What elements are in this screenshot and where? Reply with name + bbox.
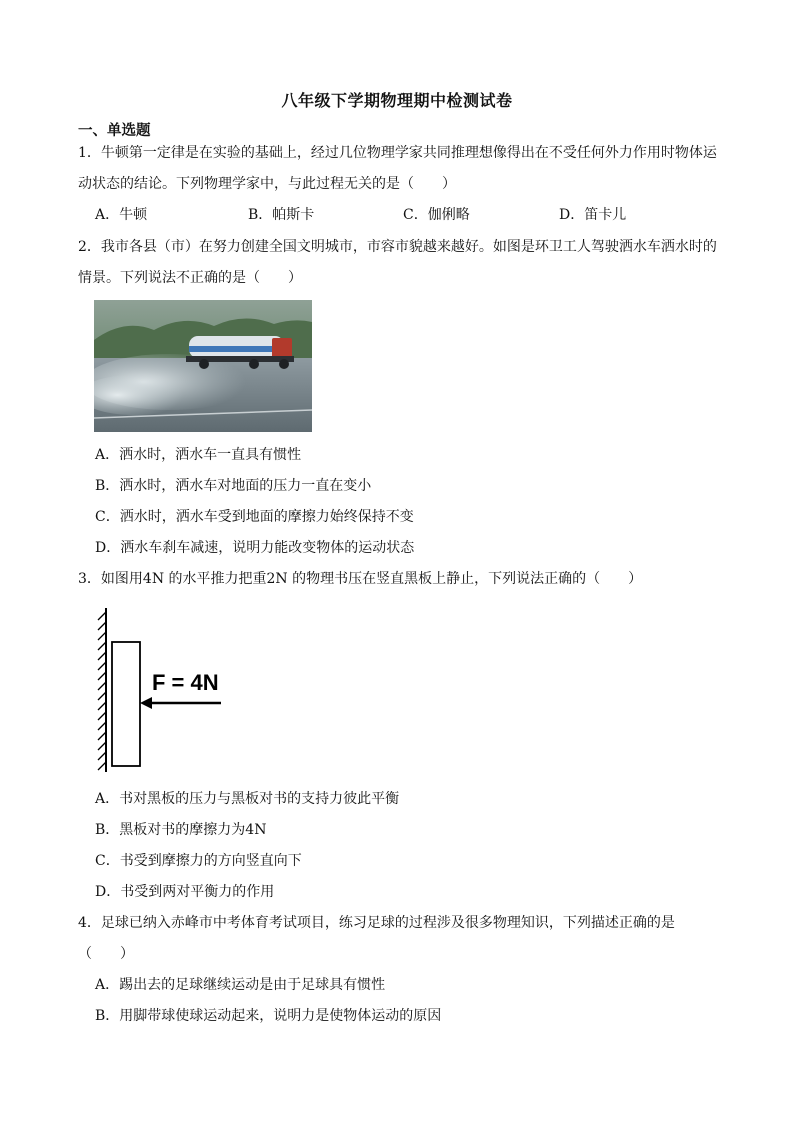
question-1-stem: 1．牛顿第一定律是在实验的基础上，经过几位物理学家共同推理想像得出在不受任何外力作用时物体运动状态的结论。下列物理学家中，与此过程无关的是（ ） [78,145,717,192]
force-label: F = 4N [152,670,219,695]
question-4-option-a: A．踢出去的足球继续运动是由于足球具有惯性 [95,977,386,993]
water-truck-photo [94,300,312,432]
force-arrow-head [140,697,152,709]
force-diagram [96,606,226,774]
question-4-stem: 4．足球已纳入赤峰市中考体育考试项目，练习足球的过程涉及很多物理知识，下列描述正确的是（ ） [78,915,675,962]
question-3-option-d: D．书受到两对平衡力的作用 [95,884,275,900]
question-2-stem: 2．我市各县（市）在努力创建全国文明城市，市容市貌越来越好。如图是环卫工人驾驶洒水车洒水时的情景。下列说法不正确的是（ ） [78,239,717,286]
question-1-option-a: A．牛顿 [95,207,148,223]
blackboard-book-diagram [96,606,226,774]
section-heading: 一、单选题 [78,122,151,139]
question-2-option-c: C．洒水时，洒水车受到地面的摩擦力始终保持不变 [95,509,414,525]
book-rect [112,642,140,766]
question-2-option-a: A．洒水时，洒水车一直具有惯性 [95,447,302,463]
question-3-option-b: B．黑板对书的摩擦力为4N [95,822,267,838]
question-4-option-b: B．用脚带球使球运动起来，说明力是使物体运动的原因 [95,1008,442,1024]
question-3-option-a: A．书对黑板的压力与黑板对书的支持力彼此平衡 [95,791,400,807]
question-2-option-d: D．洒水车刹车减速，说明力能改变物体的运动状态 [95,540,415,556]
question-2-option-b: B．洒水时，洒水车对地面的压力一直在变小 [95,478,372,494]
water-truck-illustration [94,300,312,432]
exam-title: 八年级下学期物理期中检测试卷 [281,91,513,110]
question-3-stem: 3．如图用4N 的水平推力把重2N 的物理书压在竖直黑板上静止，下列说法正确的（ ） [78,571,643,587]
question-1-option-d: D．笛卡儿 [559,207,627,223]
question-1-option-c: C．伽俐略 [403,207,470,223]
question-1-option-b: B．帕斯卡 [248,207,315,223]
question-3-option-c: C．书受到摩擦力的方向竖直向下 [95,853,302,869]
